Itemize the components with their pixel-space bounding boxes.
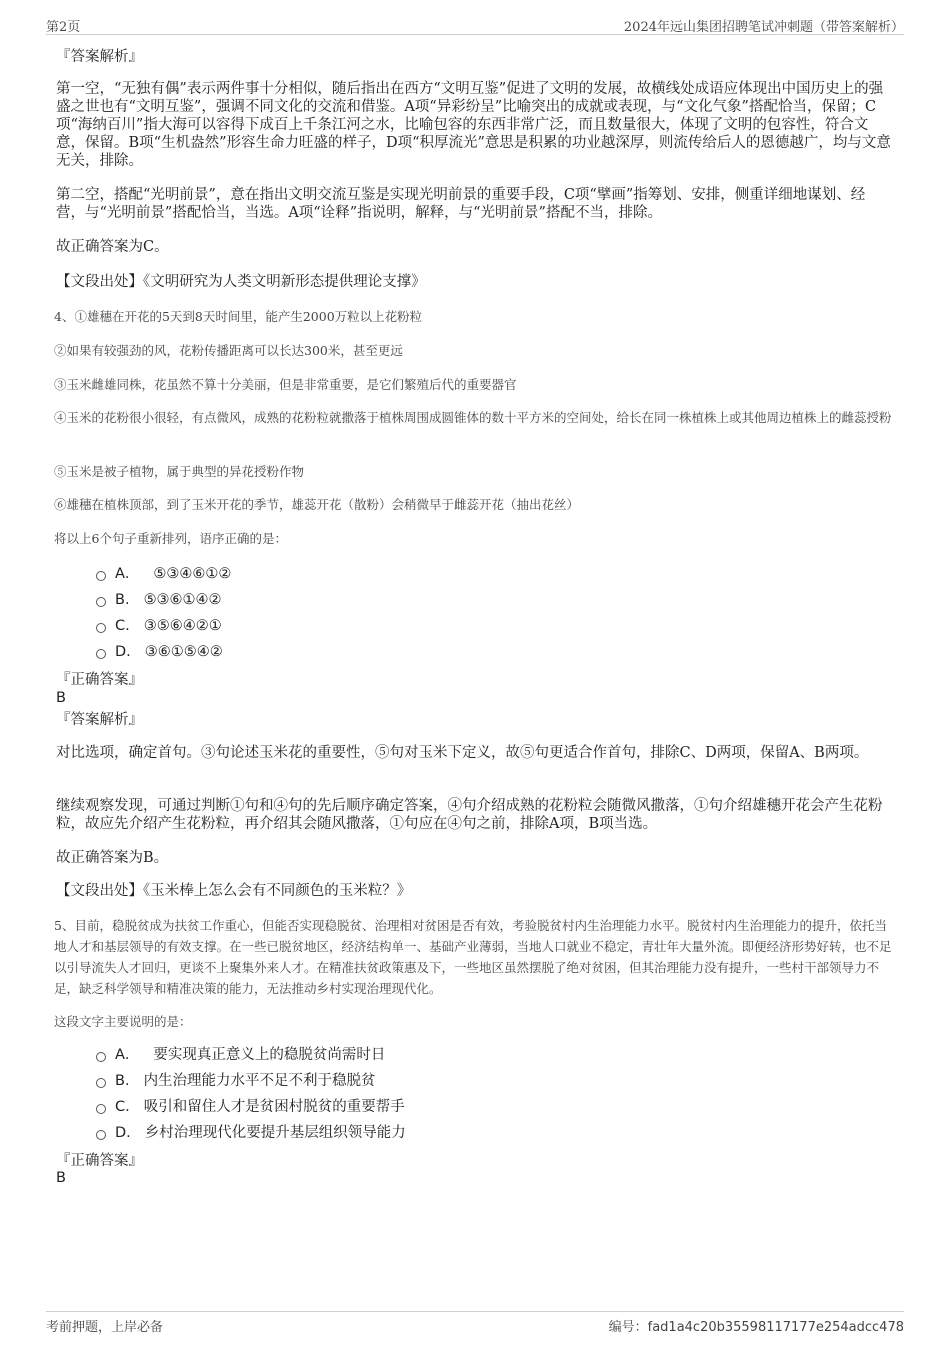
q3-analysis-para2: 第二空，搭配“光明前景”，意在指出文明交流互鉴是实现光明前景的重要手段，C项“擘画”指筹划、安排，侧重详细地谋划、经营，与“光明前景”搭配恰当，当选。A项“诠释”指说明，解释，与“光明前景”搭配不当，排除。	[56, 187, 866, 221]
document-code: 编号：fad1a4c20b35598117177e254adcc478	[608, 1320, 904, 1335]
q4-prompt: 将以上6个句子重新排列，语序正确的是：	[54, 531, 287, 546]
q3-analysis-tag: 『答案解析』	[56, 49, 143, 65]
radio-icon[interactable]	[96, 623, 106, 633]
q4-sentence-6: ⑥雄穗在植株顶部，到了玉米开花的季节，雄蕊开花（散粉）会稍微早于雌蕊开花（抽出花丝）	[54, 497, 580, 512]
q5-correct-tag: 『正确答案』	[56, 1153, 143, 1169]
page-header	[46, 16, 904, 35]
radio-icon[interactable]	[96, 1104, 106, 1114]
radio-icon[interactable]	[96, 571, 106, 581]
q4-option-a[interactable]: A． ⑤③④⑥①②	[96, 564, 231, 584]
q4-source: 【文段出处】《玉米棒上怎么会有不同颜色的玉米粒？》	[56, 883, 412, 899]
q4-analysis-tag: 『答案解析』	[56, 712, 143, 728]
radio-icon[interactable]	[96, 597, 106, 607]
q4-correct-answer: B	[56, 690, 66, 706]
radio-icon[interactable]	[96, 649, 106, 659]
radio-icon[interactable]	[96, 1052, 106, 1062]
q4-analysis-para2: 继续观察发现，可通过判断①句和④句的先后顺序确定答案，④句介绍成熟的花粉粒会随微风撒落，①句介绍雄穗开花会产生花粉粒，故应先介绍产生花粉粒，再介绍其会随风撒落，①句应在④句之前，排除A项，B项当选。	[56, 798, 883, 832]
q5-correct-answer: B	[56, 1170, 66, 1186]
q4-option-c[interactable]: C. ③⑤⑥④②①	[96, 616, 222, 636]
q4-sentence-3: ③玉米雌雄同株，花虽然不算十分美丽，但是非常重要，是它们繁殖后代的重要器官	[54, 377, 517, 392]
q4-option-b[interactable]: B. ⑤③⑥①④②	[96, 590, 222, 610]
q5-prompt: 这段文字主要说明的是：	[54, 1014, 192, 1029]
q4-correct-tag: 『正确答案』	[56, 672, 143, 688]
q4-conclusion: 故正确答案为B。	[56, 850, 169, 866]
footer-slogan: 考前押题，上岸必备	[46, 1320, 164, 1335]
q3-conclusion: 故正确答案为C。	[56, 239, 169, 255]
radio-icon[interactable]	[96, 1130, 106, 1140]
q5-option-c[interactable]: C. 吸引和留住人才是贫困村脱贫的重要帮手	[96, 1097, 405, 1117]
q4-option-d[interactable]: D. ③⑥①⑤④②	[96, 642, 223, 662]
q4-sentence-2: ②如果有较强劲的风，花粉传播距离可以长达300米，甚至更远	[54, 343, 403, 358]
q4-sentence-1: 4、①雄穗在开花的5天到8天时间里，能产生2000万粒以上花粉粒	[54, 309, 423, 324]
q5-option-a[interactable]: A． 要实现真正意义上的稳脱贫尚需时日	[96, 1045, 385, 1065]
q3-source: 【文段出处】《文明研究为人类文明新形态提供理论支撑》	[56, 274, 426, 290]
q4-sentence-4: ④玉米的花粉很小很轻，有点微风，成熟的花粉粒就撒落于植株周围成圆锥体的数十平方米的空间处，给长在同一株植株上或其他周边植株上的雌蕊授粉	[54, 410, 892, 425]
q5-stem: 5、目前，稳脱贫成为扶贫工作重心，但能否实现稳脱贫、治理相对贫困是否有效，考验脱贫村内生治理能力水平。脱贫村内生治理能力的提升，依托当地人才和基层领导的有效支撑。在一些已脱贫地区，经济结构单一、基础产业薄弱，当地人口就业不稳定，青壮年大量外流。即便经济形势好转，也不足以引导流失人才回归，更谈不上聚集外来人才。在精准扶贫政策惠及下，一些地区虽然摆脱了绝对贫困，但其治理能力没有提升，一些村干部领导力不足，缺乏科学领导和精准决策的能力，无法推动乡村实现治理现代化。	[54, 918, 892, 996]
page-number: 第2页	[46, 20, 81, 35]
q4-analysis-para1: 对比选项，确定首句。③句论述玉米花的重要性，⑤句对玉米下定义，故⑤句更适合作首句，排除C、D两项，保留A、B两项。	[56, 745, 869, 761]
radio-icon[interactable]	[96, 1078, 106, 1088]
q4-sentence-5: ⑤玉米是被子植物，属于典型的异花授粉作物	[54, 464, 305, 479]
q5-option-b[interactable]: B. 内生治理能力水平不足不利于稳脱贫	[96, 1071, 376, 1091]
q3-analysis-para1: 第一空，“无独有偶”表示两件事十分相似，随后指出在西方“文明互鉴”促进了文明的发展，故横线处成语应体现出中国历史上的强盛之世也有“文明互鉴”，强调不同文化的交流和借鉴。A项“异彩纷呈”比喻突出的成就或表现，与“文化气象”搭配恰当，保留；C项“海纳百川”指大海可以容得下成百上千条江河之水，比喻包容的东西非常广泛，而且数量很大，体现了文明的包容性，符合文意，保留。B项“生机盎然”形容生命力旺盛的样子，D项“积厚流光”意思是积累的功业越深厚，则流传给后人的恩德越广，均与文意无关，排除。	[56, 81, 891, 169]
q5-option-d[interactable]: D. 乡村治理现代化要提升基层组织领导能力	[96, 1123, 406, 1143]
document-title: 2024年远山集团招聘笔试冲刺题（带答案解析）	[623, 20, 904, 35]
page-footer	[46, 1311, 904, 1334]
